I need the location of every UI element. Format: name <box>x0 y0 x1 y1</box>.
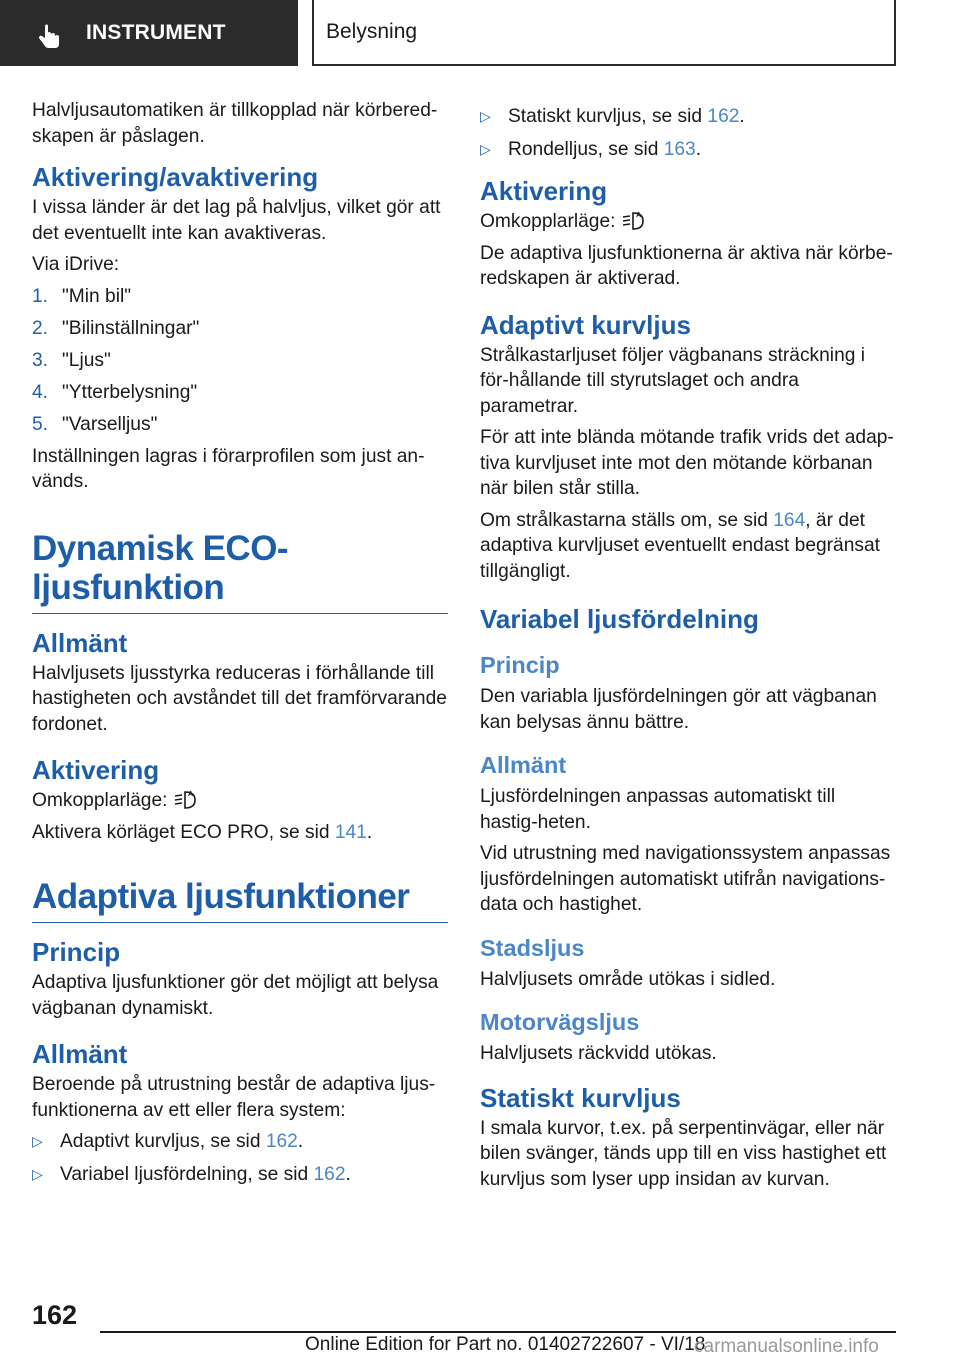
page-link[interactable]: 164 <box>773 509 806 531</box>
list-item: 5. "Varselljus" <box>32 413 158 435</box>
auto-light-switch-icon <box>173 788 199 810</box>
svg-text:A: A <box>188 791 194 798</box>
page-link[interactable]: 162 <box>707 106 740 127</box>
var-general-text-2: Vid utrustning med navigationssystem anpassas ljusfördelningen automatiskt utifrån navigations-data och hastighet. <box>480 843 891 915</box>
var-general-heading: Allmänt <box>480 752 567 778</box>
var-principle-text: Den variabla ljusfördelningen gör att vägbanan kan belysas ännu bättre. <box>480 686 877 733</box>
page-header <box>0 0 960 66</box>
list-item: 4. "Ytterbelysning" <box>32 381 198 403</box>
via-idrive: Via iDrive: <box>32 254 120 275</box>
static-heading: Statiskt kurvljus <box>480 1082 681 1113</box>
left-column <box>32 98 448 1194</box>
topic-label: Belysning <box>326 20 418 43</box>
activation-heading: Aktivering/avaktivering <box>32 162 319 192</box>
section-tab <box>0 0 298 66</box>
curve-text-1: Strålkastarljuset följer vägbanans sträckning i för-hållande till styrutslaget och andra parametrar. <box>480 344 866 417</box>
triangle-bullet-icon: ▷ <box>32 1133 43 1149</box>
principle-text: Adaptiva ljusfunktioner gör det möjligt att belysa vägbanan dynamiskt. <box>32 972 439 1019</box>
hand-pointer-icon <box>36 24 62 50</box>
var-principle-heading: Princip <box>480 652 560 678</box>
intro-text: Halvljusautomatiken är tillkopplad när körbered-skapen är påslagen. <box>32 100 438 147</box>
eco-activate-text: Aktivera körläget ECO PRO, se sid 141. <box>32 821 373 843</box>
systems-list <box>32 1129 448 1187</box>
list-item: 1. "Min bil" <box>32 285 132 307</box>
eco-activation-heading: Aktivering <box>32 755 160 785</box>
page-link[interactable]: 162 <box>265 1131 298 1152</box>
eco-heading: Dynamisk ECO-ljusfunktion <box>32 529 448 614</box>
activation-text: I vissa länder är det lag på halvljus, vilket gör att det eventuellt inte kan avaktiveras. <box>32 197 441 244</box>
watermark: carmanualsonline.info <box>694 1336 879 1357</box>
triangle-bullet-icon: ▷ <box>480 140 491 157</box>
topic-tab <box>312 0 896 66</box>
eco-general-heading: Allmänt <box>32 627 128 658</box>
page-number: 162 <box>32 1300 78 1330</box>
page-link[interactable]: 163 <box>663 138 696 160</box>
highway-heading: Motorvägsljus <box>480 1009 640 1035</box>
activation-text-right: De adaptiva ljusfunktionerna är aktiva när körbe-redskapen är aktiverad. <box>480 242 893 289</box>
list-item: ▷ Adaptivt kurvljus, se sid 162. <box>32 1129 448 1155</box>
curve-text-2: För att inte blända mötande trafik vrids det adap-tiva kurvljuset inte mot den mötande körbanan när bilen står stilla. <box>480 427 894 499</box>
list-item: ▷ Variabel ljusfördelning, se sid 162. <box>32 1162 448 1188</box>
triangle-bullet-icon: ▷ <box>480 108 491 124</box>
static-text: I smala kurvor, t.ex. på serpentinvägar, eller när bilen svänger, tänds upp till en viss hastighet ett kurvljus som lyser upp insidan av kurvan. <box>480 1117 887 1190</box>
triangle-bullet-icon: ▷ <box>32 1165 43 1182</box>
general-heading: Allmänt <box>32 1039 128 1069</box>
highway-text: Halvljusets räckvidd utökas. <box>480 1043 717 1064</box>
list-item: ▷ Rondelljus, se sid 163. <box>480 137 896 163</box>
curve-text-3: Om strålkastarna ställs om, se sid 164, är det adaptiva kurvljuset eventuellt endast begränsat tillgängligt. <box>480 509 880 582</box>
eco-general-text: Halvljusets ljusstyrka reduceras i förhållande till hastigheten och avståndet till det framförvarande fordonet. <box>32 662 447 735</box>
variable-heading: Variabel ljusfördelning <box>480 604 759 634</box>
section-label: INSTRUMENT <box>86 21 226 44</box>
idrive-steps <box>32 284 448 438</box>
list-item: 3. "Ljus" <box>32 349 111 371</box>
general-text: Beroende på utrustning består de adaptiva ljus-funktionerna av ett eller flera system: <box>32 1074 436 1121</box>
edition-text: Online Edition for Part no. 01402722607 - VI/18 <box>305 1334 706 1355</box>
principle-heading: Princip <box>32 937 121 967</box>
var-general-text-1: Ljusfördelningen anpassas automatiskt till hastig-heten. <box>480 786 836 833</box>
right-column <box>480 104 896 1198</box>
svg-text:A: A <box>636 212 642 219</box>
activation-heading-right: Aktivering <box>480 176 608 206</box>
page-link[interactable]: 162 <box>313 1163 346 1185</box>
switch-line: Omkopplarläge: A <box>480 209 896 235</box>
city-text: Halvljusets område utökas i sidled. <box>480 968 776 990</box>
list-item: ▷ Statiskt kurvljus, se sid 162. <box>480 104 896 130</box>
eco-switch-line: Omkopplarläge: A <box>32 788 448 814</box>
saved-text: Inställningen lagras i förarprofilen som just an-vänds. <box>32 445 425 492</box>
curve-heading: Adaptivt kurvljus <box>480 309 691 340</box>
adaptive-heading: Adaptiva ljusfunktioner <box>32 877 448 923</box>
footer-divider <box>100 1331 896 1333</box>
page-link[interactable]: 141 <box>334 821 367 843</box>
city-heading: Stadsljus <box>480 934 585 961</box>
systems-list-cont <box>480 104 896 162</box>
list-item: 2. "Bilinställningar" <box>32 317 200 339</box>
auto-light-switch-icon <box>621 209 647 231</box>
